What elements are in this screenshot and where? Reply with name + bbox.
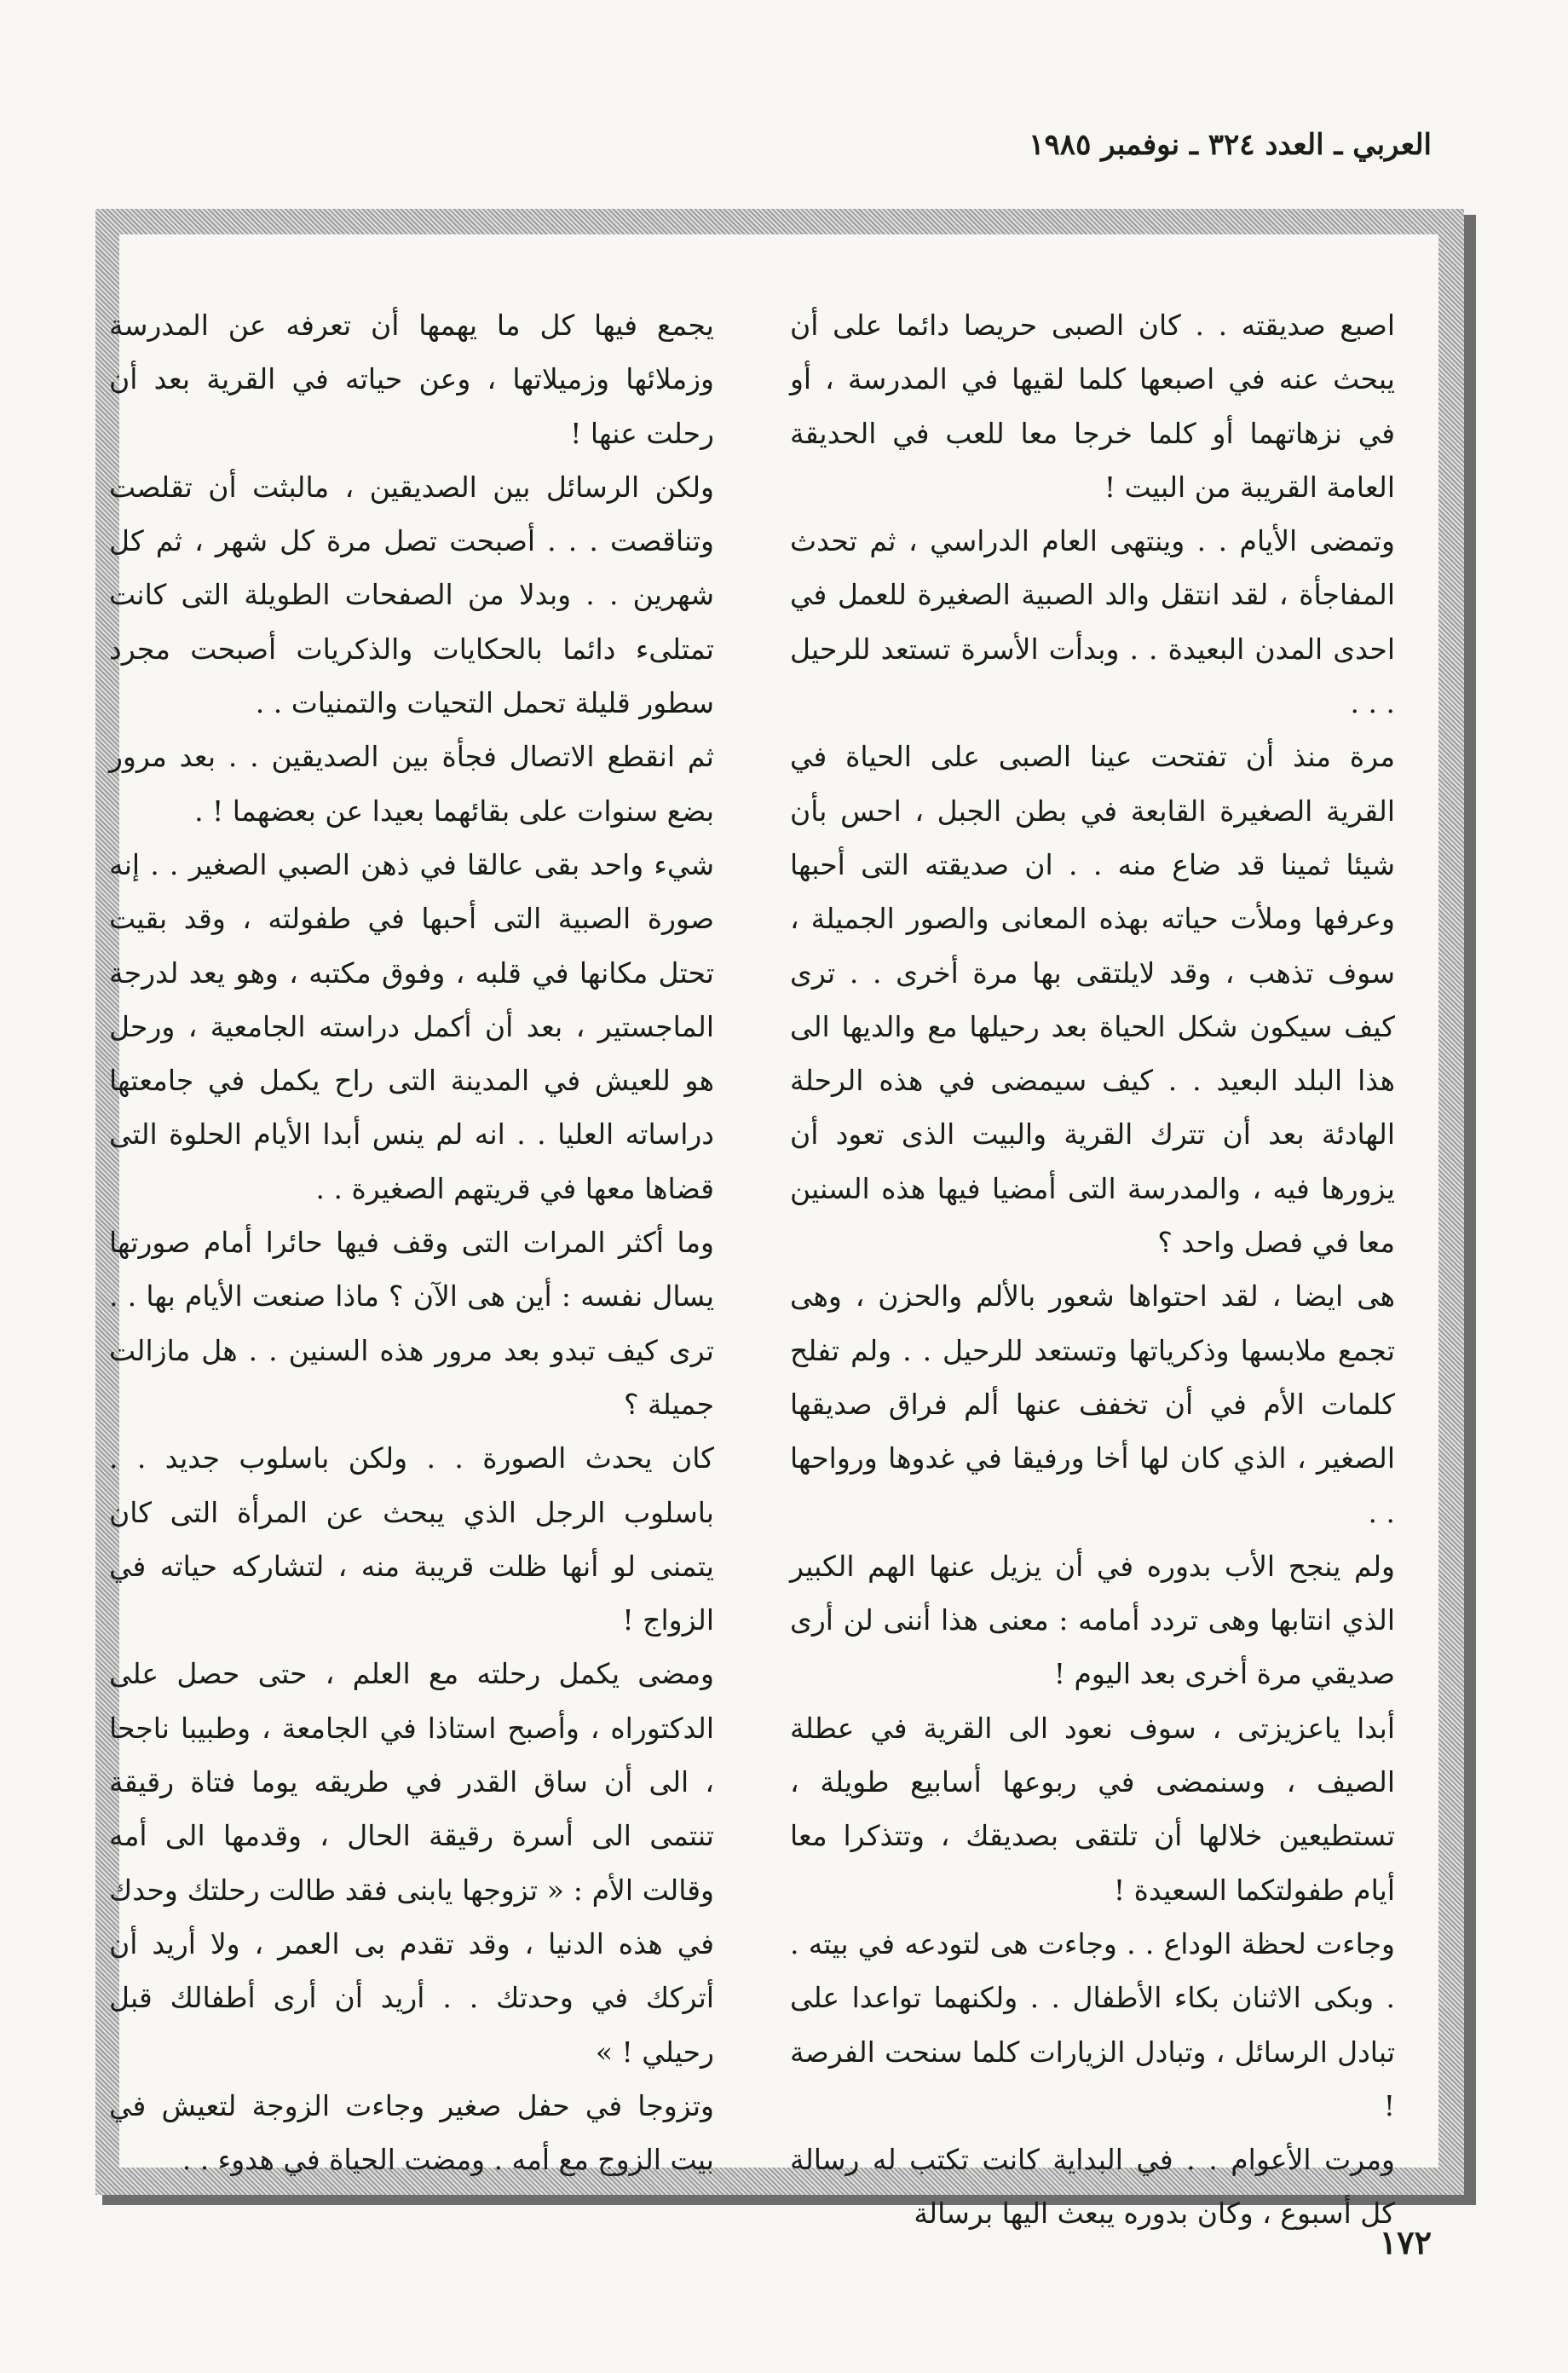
paragraph: اصبع صديقته . . كان الصبى حريصا دائما على أن يبحث عنه في اصبعها كلما لقيها في المدرسة ، أو في نزهاتهما أو كلما خرجا معا للعب في الحديقة العامة القريبة من البيت !: [790, 309, 1395, 504]
paragraph: شيء واحد بقى عالقا في ذهن الصبي الصغير . . إنه صورة الصبية التى أحبها في طفولته ، وقد بقيت تحتل مكانها في قلبه ، وفوق مكتبه ، وهو يعد لدرجة الماجستير ، بعد أن أكمل دراسته الجامعية ، ورحل هو للعيش في المدينة التى راح يكمل في جامعتها دراساته العليا . . انه لم ينس أبدا الأيام الحلوة التى قضاها معها في قريتهم الصغيرة . .: [109, 847, 714, 1205]
page-number: ١٧٢: [1379, 2223, 1432, 2261]
issue-header: العربي ـ العدد ٣٢٤ ـ نوفمبر ١٩٨٥: [1029, 128, 1432, 162]
paragraph: ثم انقطع الاتصال فجأة بين الصديقين . . بعد مرور بضع سنوات على بقائهما بعيدا عن بعضهما ! .: [109, 740, 714, 828]
paragraph: ومرت الأعوام . . في البداية كانت تكتب له رسالة كل أسبوع ، وكان بدوره يبعث اليها برسالة: [790, 2143, 1395, 2231]
paragraph: مرة منذ أن تفتحت عينا الصبى على الحياة في القرية الصغيرة القابعة في بطن الجبل ، احس بأن شيئا ثمينا قد ضاع منه . . ان صديقته التى أحبها وعرفها وملأت حياته بهذه المعانى والصور الجميلة ، سوف تذهب ، وقد لايلتقى بها مرة أخرى . . ترى كيف سيكون شكل الحياة بعد رحيلها مع والديها الى هذا البلد البعيد . . كيف سيمضى في هذه الرحلة الهادئة بعد أن تترك القرية والبيت الذى تعود أن يزورها فيه ، والمدرسة التى أمضيا فيها هذه السنين معا في فصل واحد ؟: [790, 740, 1395, 1260]
paragraph: وجاءت لحظة الوداع . . وجاءت هى لتودعه في بيته . . وبكى الاثنان بكاء الأطفال . . ولكنهما تواعدا على تبادل الرسائل ، وتبادل الزيارات كلما سنحت الفرصة !: [790, 1926, 1395, 2122]
frame-shadow-right: [1464, 215, 1476, 2201]
paragraph: أبدا ياعزيزتى ، سوف نعود الى القرية في عطلة الصيف ، وسنمضى في ربوعها أسابيع طويلة ، تستطيعين خلالها أن تلتقى بصديقك ، وتتذكرا معا أيام طفولتكما السعيدة !: [790, 1711, 1395, 1907]
paragraph: ولكن الرسائل بين الصديقين ، مالبثت أن تقلصت وتناقصت . . . أصبحت تصل مرة كل شهر ، ثم كل شهرين . . وبدلا من الصفحات الطويلة التى كانت تمتلىء دائما بالحكايات والذكريات أصبحت مجرد سطور قليلة تحمل التحيات والتمنيات . .: [109, 470, 714, 720]
paragraph: وما أكثر المرات التى وقف فيها حائرا أمام صورتها يسال نفسه : أين هى الآن ؟ ماذا صنعت الأيام بها . . ترى كيف تبدو بعد مرور هذه السنين . . هل مازالت جميلة ؟: [109, 1226, 714, 1421]
paragraph: هى ايضا ، لقد احتواها شعور بالألم والحزن ، وهى تجمع ملابسها وذكرياتها وتستعد للرحيل . . ولم تفلح كلمات الأم في أن تخفف عنها ألم فراق صديقها الصغير ، الذي كان لها أخا ورفيقا في غدوها ورواحها . .: [790, 1279, 1395, 1529]
paragraph: كان يحدث الصورة . . ولكن باسلوب جديد . . باسلوب الرجل الذي يبحث عن المرأة التى كان يتمنى لو أنها ظلت قريبة منه ، لتشاركه حياته في الزواج !: [109, 1441, 714, 1637]
paragraph: ولم ينجح الأب بدوره في أن يزيل عنها الهم الكبير الذي انتابها وهى تردد أمامه : معنى هذا أننى لن أرى صديقي مرة أخرى بعد اليوم !: [790, 1549, 1395, 1691]
paragraph: يجمع فيها كل ما يهمها أن تعرفه عن المدرسة وزملائها وزميلاتها ، وعن حياته في القرية بعد أن رحلت عنها !: [109, 309, 714, 450]
left-text-column: [109, 298, 714, 2186]
paragraph: ومضى يكمل رحلته مع العلم ، حتى حصل على الدكتوراه ، وأصبح استاذا في الجامعة ، وطبيبا ناجحا ، الى أن ساق القدر في طريقه يوما فتاة رقيقة تنتمى الى أسرة رقيقة الحال ، وقدمها الى أمه وقالت الأم : « تزوجها يابنى فقد طالت رحلتك وحدك في هذه الدنيا ، وقد تقدم بى العمر ، ولا أريد أن أتركك في وحدتك . . أريد أن أرى أطفالك قبل رحيلي ! »: [109, 1657, 714, 2069]
paragraph: وتمضى الأيام . . وينتهى العام الدراسي ، ثم تحدث المفاجأة ، لقد انتقل والد الصبية الصغيرة للعمل في احدى المدن البعيدة . . وبدأت الأسرة تستعد للرحيل . . .: [790, 524, 1395, 720]
paragraph: وتزوجا في حفل صغير وجاءت الزوجة لتعيش في بيت الزوج مع أمه . ومضت الحياة في هدوء . .: [109, 2088, 714, 2177]
right-text-column: [790, 298, 1395, 2241]
